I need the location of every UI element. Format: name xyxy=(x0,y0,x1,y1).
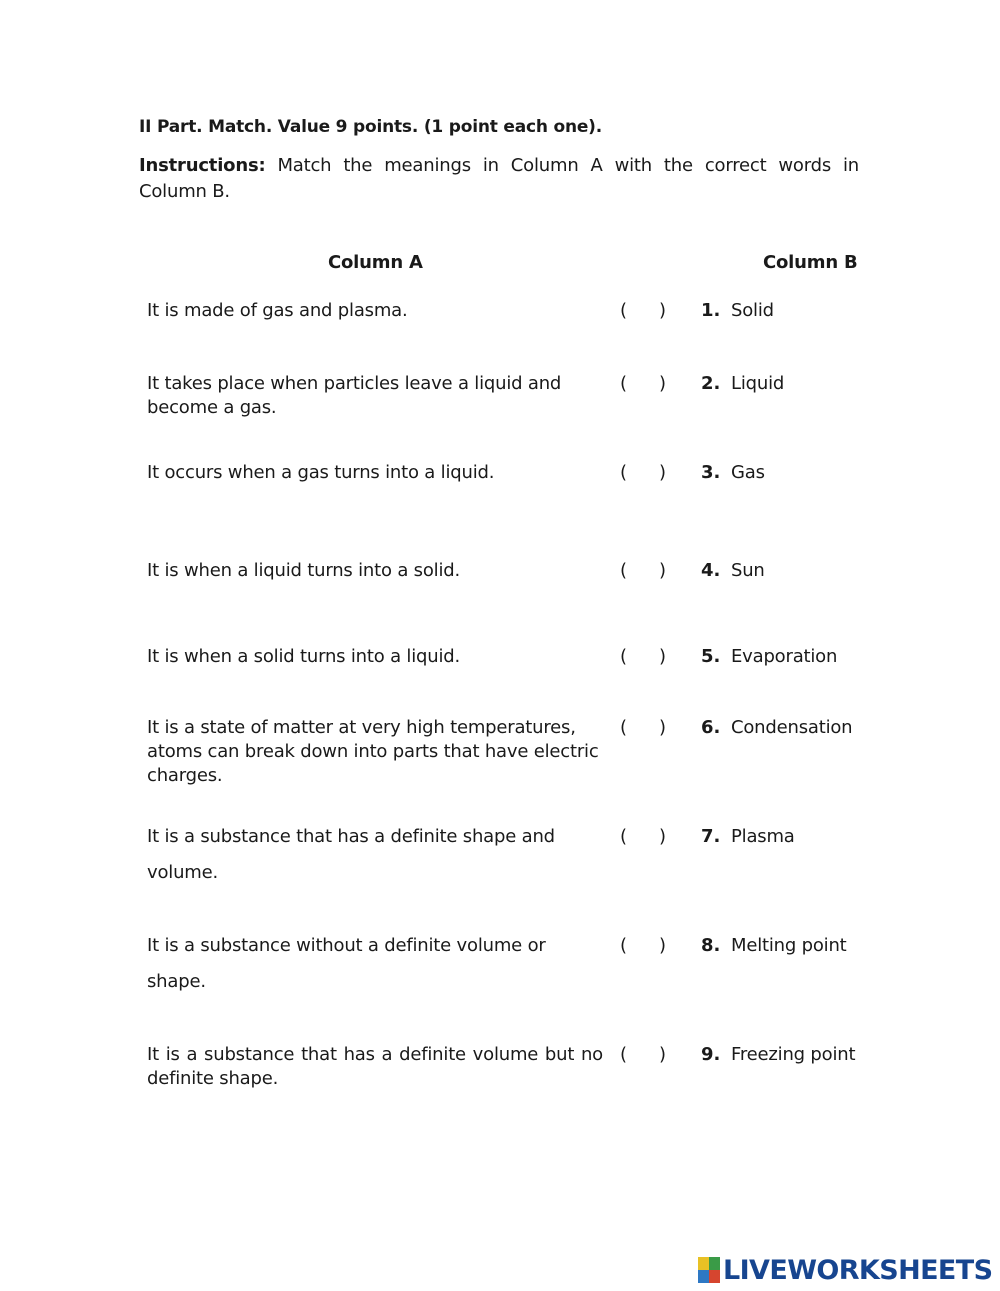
option-number: 5. xyxy=(701,646,721,667)
option-word: Evaporation xyxy=(731,646,838,667)
paren-close: ) xyxy=(659,373,667,394)
instructions xyxy=(139,153,859,205)
option-word: Sun xyxy=(731,560,765,581)
meaning-text: It is a substance without a definite volume or shape. xyxy=(147,935,546,992)
paren-open: ( xyxy=(620,646,628,667)
logo-text: LIVEWORKSHEETS xyxy=(723,1254,993,1286)
paren-open: ( xyxy=(620,373,628,394)
paren-close: ) xyxy=(659,646,667,667)
column-a-header: Column A xyxy=(328,252,423,273)
option-word: Freezing point xyxy=(731,1044,856,1065)
paren-close: ) xyxy=(659,717,667,738)
answer-slot[interactable] xyxy=(630,559,658,583)
answer-slot[interactable] xyxy=(630,1043,658,1067)
logo-mark-icon xyxy=(698,1257,720,1283)
meaning-text: It takes place when particles leave a liquid and become a gas. xyxy=(147,373,562,418)
paren-open: ( xyxy=(620,560,628,581)
paren-close: ) xyxy=(659,300,667,321)
paren-close: ) xyxy=(659,560,667,581)
meaning-text: It is when a solid turns into a liquid. xyxy=(147,646,461,667)
paren-open: ( xyxy=(620,717,628,738)
paren-open: ( xyxy=(620,826,628,847)
answer-slot[interactable] xyxy=(630,825,658,849)
paren-close: ) xyxy=(659,462,667,483)
meaning-text: It occurs when a gas turns into a liquid. xyxy=(147,462,495,483)
meaning-text: It is a substance that has a definite volume but no definite shape. xyxy=(147,1044,603,1089)
option-number: 1. xyxy=(701,300,721,321)
column-b-header: Column B xyxy=(763,252,858,273)
answer-slot[interactable] xyxy=(630,372,658,396)
answer-slot[interactable] xyxy=(630,645,658,669)
option-word: Liquid xyxy=(731,373,785,394)
answer-slot[interactable] xyxy=(630,716,658,740)
answer-slot[interactable] xyxy=(630,299,658,323)
option-word: Plasma xyxy=(731,826,795,847)
meaning-text: It is when a liquid turns into a solid. xyxy=(147,560,461,581)
paren-close: ) xyxy=(659,935,667,956)
option-number: 3. xyxy=(701,462,721,483)
liveworksheets-logo xyxy=(698,1254,992,1286)
instructions-label: Instructions: xyxy=(139,155,266,176)
option-word: Condensation xyxy=(731,717,853,738)
paren-open: ( xyxy=(620,935,628,956)
option-word: Solid xyxy=(731,300,774,321)
option-number: 2. xyxy=(701,373,721,394)
paren-open: ( xyxy=(620,462,628,483)
option-number: 4. xyxy=(701,560,721,581)
option-number: 9. xyxy=(701,1044,721,1065)
meaning-text: It is made of gas and plasma. xyxy=(147,300,408,321)
meaning-text: It is a substance that has a definite shape and volume. xyxy=(147,826,555,883)
option-number: 7. xyxy=(701,826,721,847)
paren-open: ( xyxy=(620,300,628,321)
paren-close: ) xyxy=(659,826,667,847)
answer-slot[interactable] xyxy=(630,934,658,958)
answer-slot[interactable] xyxy=(630,461,658,485)
option-word: Melting point xyxy=(731,935,847,956)
option-word: Gas xyxy=(731,462,765,483)
section-heading: II Part. Match. Value 9 points. (1 point each one). xyxy=(139,117,603,137)
paren-open: ( xyxy=(620,1044,628,1065)
paren-close: ) xyxy=(659,1044,667,1065)
option-number: 6. xyxy=(701,717,721,738)
option-number: 8. xyxy=(701,935,721,956)
meaning-text: It is a state of matter at very high temperatures, atoms can break down into parts that have electric charges. xyxy=(147,717,599,786)
instructions-text: Match the meanings in Column A with the correct words in Column B. xyxy=(139,155,859,202)
